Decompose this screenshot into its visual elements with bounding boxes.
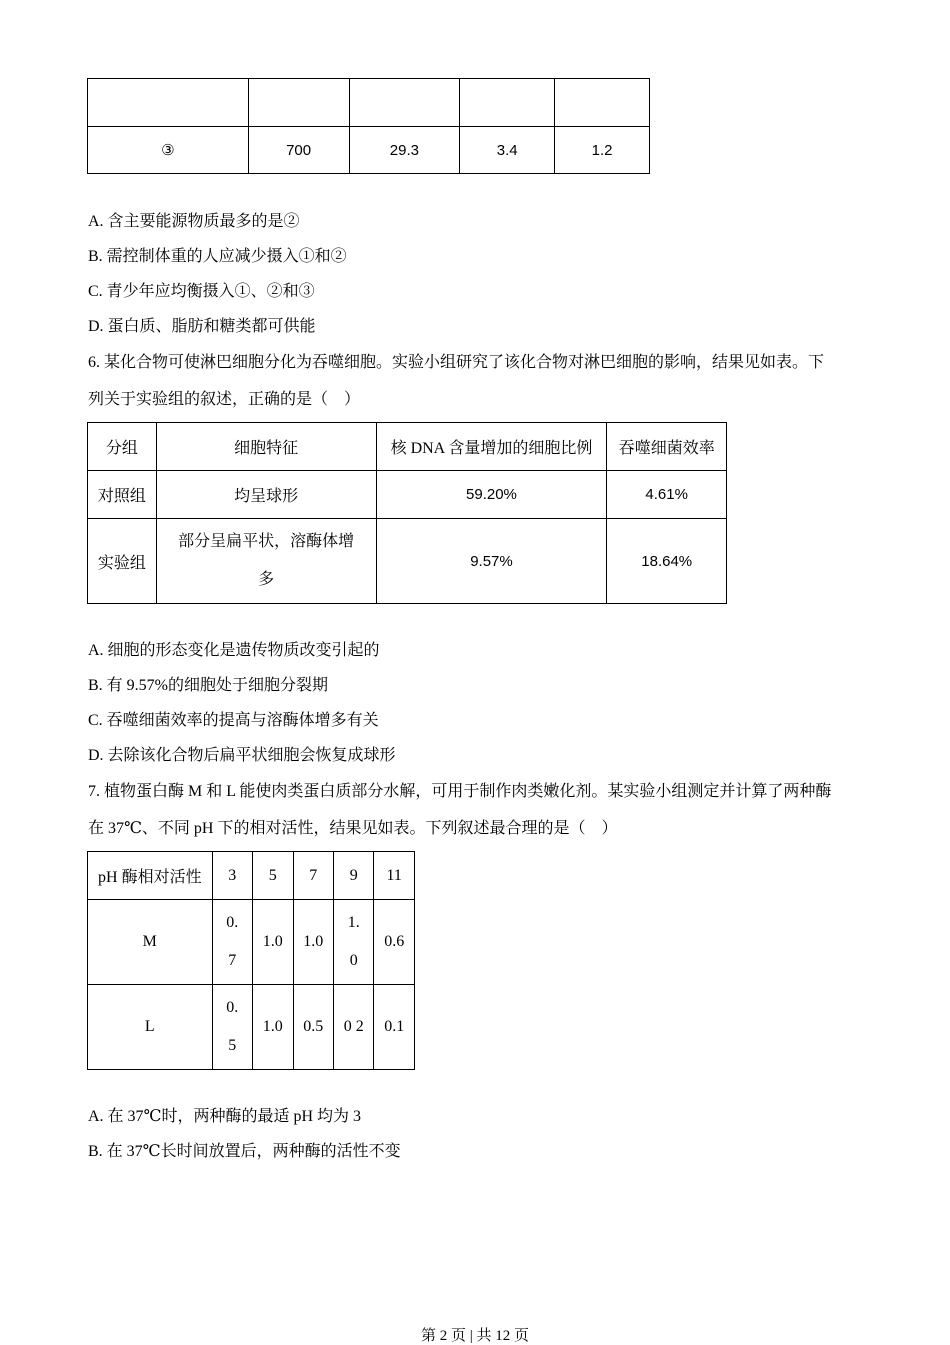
page-footer: 第 2 页 | 共 12 页 [420, 1328, 529, 1344]
table-cell: 1.2 [555, 127, 650, 174]
cell-line: 0. [226, 999, 239, 1016]
table-header: 11 [374, 852, 415, 900]
table-cell: 0 2 [334, 985, 374, 1070]
q6-option-d: D. 去除该化合物后扁平状细胞会恢复成球形 [88, 747, 396, 764]
q6-stem-line1: 6. 某化合物可使淋巴细胞分化为吞噬细胞。实验小组研究了该化合物对淋巴细胞的影响，结果见如表。下 [88, 354, 825, 371]
table-cell: ③ [88, 127, 249, 174]
q6-table [87, 422, 727, 604]
table-cell: 1.0 [293, 900, 334, 985]
table-cell: 均呈球形 [156, 471, 376, 519]
table-row [88, 985, 415, 1070]
table-cell: L [88, 985, 213, 1070]
q5-option-b: B. 需控制体重的人应减少摄入①和② [88, 248, 347, 265]
table-header: 9 [334, 852, 374, 900]
table-cell: 9.57% [376, 519, 607, 604]
table-cell: M [88, 900, 213, 985]
table-header: 7 [293, 852, 334, 900]
table-cell [212, 985, 252, 1070]
cell-line: 7 [228, 952, 237, 969]
table-cell [88, 79, 249, 127]
cell-line: 0 [349, 952, 358, 969]
table-cell [460, 79, 555, 127]
table-row [88, 900, 415, 985]
table-header: 吞噬细菌效率 [607, 423, 727, 471]
table-row [88, 471, 727, 519]
table-cell [555, 79, 650, 127]
cell-line: 多 [258, 571, 275, 588]
table-cell: 0.5 [293, 985, 334, 1070]
table-cell [212, 900, 252, 985]
table-row [88, 519, 727, 604]
cell-line: 0. [226, 914, 239, 931]
table-cell [349, 79, 460, 127]
q7-option-a: A. 在 37℃时，两种酶的最适 pH 均为 3 [88, 1108, 362, 1125]
table-cell: 实验组 [88, 519, 157, 604]
q5-option-c: C. 青少年应均衡摄入①、②和③ [88, 283, 315, 300]
table-header: 3 [212, 852, 252, 900]
cell-line: 5 [228, 1037, 237, 1054]
table-header: 分组 [88, 423, 157, 471]
table-header: pH 酶相对活性 [88, 852, 213, 900]
q7-option-b: B. 在 37℃长时间放置后，两种酶的活性不变 [88, 1143, 401, 1160]
q6-option-a: A. 细胞的形态变化是遗传物质改变引起的 [88, 642, 380, 659]
q5-option-d: D. 蛋白质、脂肪和糖类都可供能 [88, 318, 316, 335]
q5-option-a: A. 含主要能源物质最多的是② [88, 213, 300, 230]
table-cell [248, 79, 349, 127]
table-cell: 0.6 [374, 900, 415, 985]
q7-stem-line1: 7. 植物蛋白酶 M 和 L 能使肉类蛋白质部分水解，可用于制作肉类嫩化剂。某实验小组测定并计算了两种酶 [88, 783, 832, 800]
table-cell: 700 [248, 127, 349, 174]
table-cell [156, 519, 376, 604]
table-header: 核 DNA 含量增加的细胞比例 [376, 423, 607, 471]
table-header: 细胞特征 [156, 423, 376, 471]
table-header: 5 [252, 852, 293, 900]
table-cell: 29.3 [349, 127, 460, 174]
q6-stem-line2: 列关于实验组的叙述，正确的是（ ） [88, 391, 361, 408]
table-cell: 3.4 [460, 127, 555, 174]
table-cell: 对照组 [88, 471, 157, 519]
q6-option-b: B. 有 9.57%的细胞处于细胞分裂期 [88, 677, 329, 694]
table-cell: 59.20% [376, 471, 607, 519]
table-cell: 1.0 [252, 900, 293, 985]
q7-table [87, 851, 415, 1070]
q6-option-c: C. 吞噬细菌效率的提高与溶酶体增多有关 [88, 712, 379, 729]
table-cell: 18.64% [607, 519, 727, 604]
cell-line: 部分呈扁平状，溶酶体增 [178, 533, 355, 550]
table-cell: 0.1 [374, 985, 415, 1070]
table-cell: 4.61% [607, 471, 727, 519]
table-cell [334, 900, 374, 985]
cell-line: 1. [347, 914, 360, 931]
nutrition-table [87, 78, 650, 174]
table-cell: 1.0 [252, 985, 293, 1070]
q7-stem-line2: 在 37℃、不同 pH 下的相对活性，结果见如表。下列叙述最合理的是（ ） [88, 820, 618, 837]
